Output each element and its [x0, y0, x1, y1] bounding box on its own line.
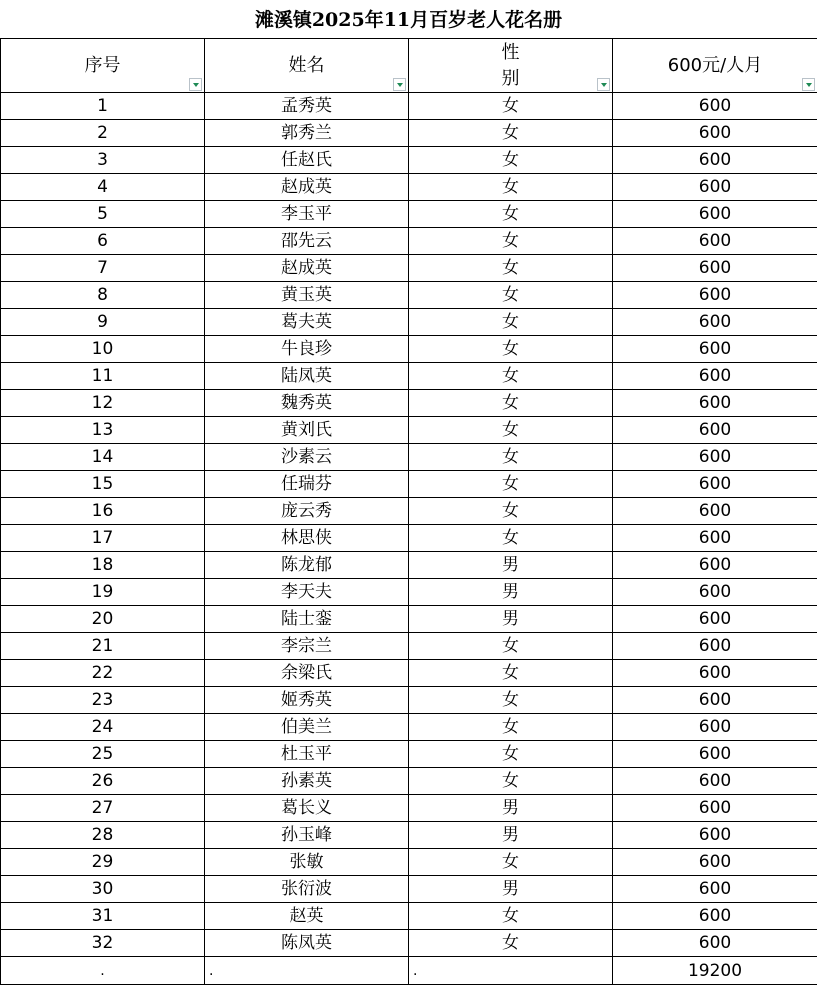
- name-cell[interactable]: 赵成英: [205, 174, 409, 201]
- gender-cell[interactable]: 女: [409, 525, 613, 552]
- amount-cell[interactable]: 600: [613, 579, 817, 606]
- name-cell[interactable]: 陈龙郁: [205, 552, 409, 579]
- gender-cell[interactable]: 女: [409, 282, 613, 309]
- filter-dropdown-icon[interactable]: [393, 78, 406, 91]
- header-name: [205, 39, 409, 93]
- gender-cell[interactable]: 女: [409, 201, 613, 228]
- amount-cell[interactable]: 600: [613, 660, 817, 687]
- index-cell[interactable]: 8: [1, 282, 205, 309]
- gender-cell[interactable]: 女: [409, 471, 613, 498]
- name-cell[interactable]: 任赵氏: [205, 147, 409, 174]
- index-cell[interactable]: 6: [1, 228, 205, 255]
- amount-cell[interactable]: 600: [613, 363, 817, 390]
- name-cell[interactable]: 沙素云: [205, 444, 409, 471]
- header-gender: [409, 39, 613, 93]
- table-row: [1, 930, 817, 957]
- table-row: [1, 714, 817, 741]
- index-cell[interactable]: 27: [1, 795, 205, 822]
- amount-cell[interactable]: 600: [613, 228, 817, 255]
- gender-cell[interactable]: 女: [409, 309, 613, 336]
- amount-cell[interactable]: 600: [613, 822, 817, 849]
- index-cell[interactable]: 20: [1, 606, 205, 633]
- sheet-title: 滩溪镇2025年11月百岁老人花名册: [0, 0, 817, 38]
- index-cell[interactable]: 29: [1, 849, 205, 876]
- amount-cell[interactable]: 600: [613, 876, 817, 903]
- gender-cell[interactable]: 男: [409, 795, 613, 822]
- gender-cell[interactable]: 女: [409, 633, 613, 660]
- gender-cell[interactable]: 男: [409, 876, 613, 903]
- amount-cell[interactable]: 600: [613, 174, 817, 201]
- index-cell[interactable]: 9: [1, 309, 205, 336]
- gender-cell[interactable]: 男: [409, 822, 613, 849]
- amount-cell[interactable]: 600: [613, 525, 817, 552]
- name-cell[interactable]: 伯美兰: [205, 714, 409, 741]
- table-row: [1, 93, 817, 120]
- table-row: [1, 417, 817, 444]
- header-index-label: 序号: [85, 53, 121, 79]
- header-row: [1, 39, 817, 93]
- index-cell[interactable]: 21: [1, 633, 205, 660]
- table-row: [1, 282, 817, 309]
- name-cell[interactable]: 郭秀兰: [205, 120, 409, 147]
- name-cell[interactable]: 陆凤英: [205, 363, 409, 390]
- gender-cell[interactable]: 女: [409, 336, 613, 363]
- gender-cell[interactable]: 女: [409, 687, 613, 714]
- index-cell[interactable]: 14: [1, 444, 205, 471]
- total-index-cell[interactable]: .: [1, 957, 205, 985]
- table-row: [1, 741, 817, 768]
- table-row: [1, 120, 817, 147]
- index-cell[interactable]: 26: [1, 768, 205, 795]
- index-cell[interactable]: 16: [1, 498, 205, 525]
- name-cell[interactable]: 余梁氏: [205, 660, 409, 687]
- gender-cell[interactable]: 男: [409, 606, 613, 633]
- name-cell[interactable]: 任瑞芬: [205, 471, 409, 498]
- name-cell[interactable]: 孙玉峰: [205, 822, 409, 849]
- amount-cell[interactable]: 600: [613, 93, 817, 120]
- gender-cell[interactable]: 女: [409, 768, 613, 795]
- amount-cell[interactable]: 600: [613, 849, 817, 876]
- filter-dropdown-icon[interactable]: [597, 78, 610, 91]
- amount-cell[interactable]: 600: [613, 498, 817, 525]
- header-amount-label: 600元/人月: [668, 53, 762, 79]
- table-row: [1, 822, 817, 849]
- table-row: [1, 849, 817, 876]
- table-row: [1, 228, 817, 255]
- table-row: [1, 876, 817, 903]
- name-cell[interactable]: 杜玉平: [205, 741, 409, 768]
- index-cell[interactable]: 2: [1, 120, 205, 147]
- name-cell[interactable]: 魏秀英: [205, 390, 409, 417]
- table-row: [1, 390, 817, 417]
- name-cell[interactable]: 姬秀英: [205, 687, 409, 714]
- index-cell[interactable]: 5: [1, 201, 205, 228]
- gender-cell[interactable]: 女: [409, 849, 613, 876]
- name-cell[interactable]: 林思侠: [205, 525, 409, 552]
- index-cell[interactable]: 31: [1, 903, 205, 930]
- total-gender-cell[interactable]: .: [409, 957, 613, 985]
- table-row: [1, 606, 817, 633]
- amount-cell[interactable]: 600: [613, 687, 817, 714]
- index-cell[interactable]: 7: [1, 255, 205, 282]
- index-cell[interactable]: 23: [1, 687, 205, 714]
- name-cell[interactable]: 孟秀英: [205, 93, 409, 120]
- table-row: [1, 309, 817, 336]
- amount-cell[interactable]: 600: [613, 417, 817, 444]
- table-row: [1, 903, 817, 930]
- table-row: [1, 336, 817, 363]
- gender-cell[interactable]: 女: [409, 255, 613, 282]
- name-cell[interactable]: 庞云秀: [205, 498, 409, 525]
- amount-cell[interactable]: 600: [613, 444, 817, 471]
- total-name-cell[interactable]: .: [205, 957, 409, 985]
- gender-cell[interactable]: 女: [409, 903, 613, 930]
- amount-cell[interactable]: 600: [613, 471, 817, 498]
- header-index: [1, 39, 205, 93]
- total-amount-cell[interactable]: 19200: [613, 957, 817, 985]
- amount-cell[interactable]: 600: [613, 795, 817, 822]
- name-cell[interactable]: 牛良珍: [205, 336, 409, 363]
- amount-cell[interactable]: 600: [613, 282, 817, 309]
- table-row: [1, 525, 817, 552]
- amount-cell[interactable]: 600: [613, 633, 817, 660]
- amount-cell[interactable]: 600: [613, 309, 817, 336]
- gender-cell[interactable]: 女: [409, 93, 613, 120]
- amount-cell[interactable]: 600: [613, 336, 817, 363]
- gender-cell[interactable]: 女: [409, 120, 613, 147]
- amount-cell[interactable]: 600: [613, 768, 817, 795]
- amount-cell[interactable]: 600: [613, 930, 817, 957]
- table-row: [1, 660, 817, 687]
- index-cell[interactable]: 18: [1, 552, 205, 579]
- index-cell[interactable]: 12: [1, 390, 205, 417]
- amount-cell[interactable]: 600: [613, 390, 817, 417]
- gender-cell[interactable]: 男: [409, 552, 613, 579]
- index-cell[interactable]: 32: [1, 930, 205, 957]
- amount-cell[interactable]: 600: [613, 741, 817, 768]
- table-row: [1, 471, 817, 498]
- index-cell[interactable]: 28: [1, 822, 205, 849]
- index-cell[interactable]: 24: [1, 714, 205, 741]
- amount-cell[interactable]: 600: [613, 903, 817, 930]
- gender-cell[interactable]: 女: [409, 174, 613, 201]
- table-row: [1, 201, 817, 228]
- table-row: [1, 363, 817, 390]
- table-row: [1, 795, 817, 822]
- index-cell[interactable]: 17: [1, 525, 205, 552]
- index-cell[interactable]: 10: [1, 336, 205, 363]
- index-cell[interactable]: 13: [1, 417, 205, 444]
- header-name-label: 姓名: [289, 53, 325, 79]
- table-row: [1, 444, 817, 471]
- table-row: [1, 768, 817, 795]
- index-cell[interactable]: 11: [1, 363, 205, 390]
- gender-cell[interactable]: 女: [409, 444, 613, 471]
- index-cell[interactable]: 30: [1, 876, 205, 903]
- gender-cell[interactable]: 女: [409, 363, 613, 390]
- table-body: [1, 93, 817, 957]
- name-cell[interactable]: 黄玉英: [205, 282, 409, 309]
- name-cell[interactable]: 李玉平: [205, 201, 409, 228]
- index-cell[interactable]: 4: [1, 174, 205, 201]
- table-row: [1, 498, 817, 525]
- name-cell[interactable]: 邵先云: [205, 228, 409, 255]
- index-cell[interactable]: 19: [1, 579, 205, 606]
- gender-cell[interactable]: 女: [409, 228, 613, 255]
- index-cell[interactable]: 1: [1, 93, 205, 120]
- name-cell[interactable]: 葛夫英: [205, 309, 409, 336]
- amount-cell[interactable]: 600: [613, 147, 817, 174]
- gender-cell[interactable]: 男: [409, 579, 613, 606]
- table-row: [1, 552, 817, 579]
- index-cell[interactable]: 25: [1, 741, 205, 768]
- gender-cell[interactable]: 女: [409, 390, 613, 417]
- name-cell[interactable]: 葛长义: [205, 795, 409, 822]
- header-gender-label: 性别: [501, 40, 521, 92]
- gender-cell[interactable]: 女: [409, 714, 613, 741]
- name-cell[interactable]: 赵英: [205, 903, 409, 930]
- gender-cell[interactable]: 女: [409, 660, 613, 687]
- gender-cell[interactable]: 女: [409, 417, 613, 444]
- table-row: [1, 174, 817, 201]
- amount-cell[interactable]: 600: [613, 120, 817, 147]
- name-cell[interactable]: 孙素英: [205, 768, 409, 795]
- index-cell[interactable]: 22: [1, 660, 205, 687]
- gender-cell[interactable]: 女: [409, 498, 613, 525]
- table-row: [1, 687, 817, 714]
- filter-dropdown-icon[interactable]: [189, 78, 202, 91]
- name-cell[interactable]: 赵成英: [205, 255, 409, 282]
- amount-cell[interactable]: 600: [613, 606, 817, 633]
- amount-cell[interactable]: 600: [613, 201, 817, 228]
- table-row: [1, 579, 817, 606]
- name-cell[interactable]: 李天夫: [205, 579, 409, 606]
- header-amount: [613, 39, 817, 93]
- gender-cell[interactable]: 女: [409, 930, 613, 957]
- gender-cell[interactable]: 女: [409, 741, 613, 768]
- name-cell[interactable]: 陈凤英: [205, 930, 409, 957]
- name-cell[interactable]: 黄刘氏: [205, 417, 409, 444]
- name-cell[interactable]: 张衍波: [205, 876, 409, 903]
- index-cell[interactable]: 15: [1, 471, 205, 498]
- table-row: [1, 255, 817, 282]
- filter-dropdown-icon[interactable]: [802, 78, 815, 91]
- table-row: [1, 147, 817, 174]
- table-row: [1, 633, 817, 660]
- roster-table: [0, 38, 817, 985]
- index-cell[interactable]: 3: [1, 147, 205, 174]
- gender-cell[interactable]: 女: [409, 147, 613, 174]
- amount-cell[interactable]: 600: [613, 552, 817, 579]
- amount-cell[interactable]: 600: [613, 255, 817, 282]
- total-row: [1, 957, 817, 985]
- amount-cell[interactable]: 600: [613, 714, 817, 741]
- name-cell[interactable]: 李宗兰: [205, 633, 409, 660]
- name-cell[interactable]: 陆士銮: [205, 606, 409, 633]
- name-cell[interactable]: 张敏: [205, 849, 409, 876]
